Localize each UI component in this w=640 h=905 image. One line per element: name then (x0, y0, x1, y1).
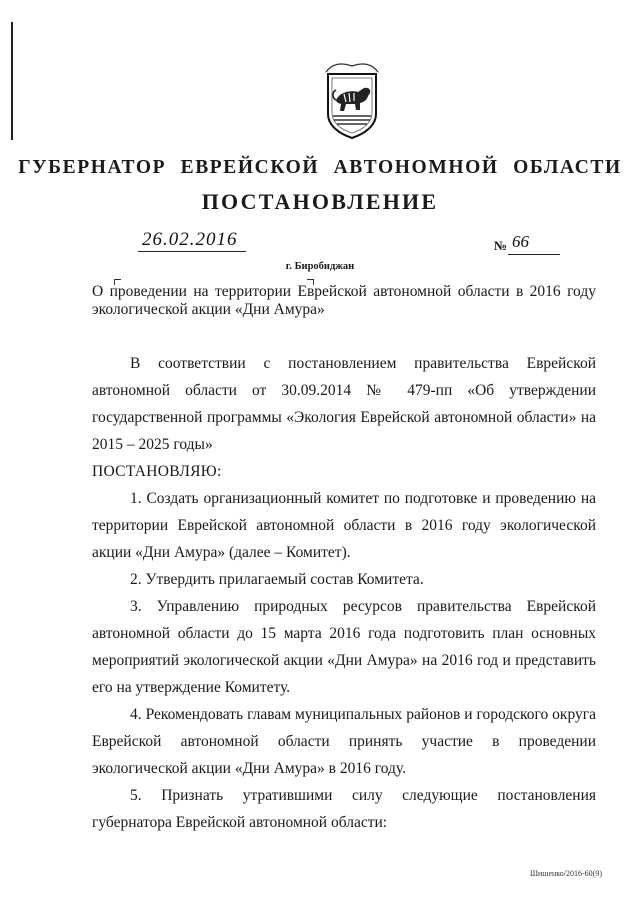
decree-word: ПОСТАНОВЛЯЮ: (92, 463, 222, 480)
city-label: г. Биробиджан (285, 261, 355, 272)
authority-heading: ГУБЕРНАТОР ЕВРЕЙСКОЙ АВТОНОМНОЙ ОБЛАСТИ (18, 157, 622, 178)
handwritten-number: 66 (512, 232, 529, 251)
number-underline (508, 254, 560, 255)
decree-item-4: 4. Рекомендовать главам муниципальных районов и городского округа Еврейской автономной области принять участие в проведении экологической акции «Дни Амура» в 2016 году. (92, 706, 596, 777)
scan-margin-line (11, 22, 13, 140)
coat-of-arms-tiger-icon (320, 58, 384, 140)
decree-body (92, 350, 596, 836)
decree-title: О проведении на территории Еврейской автономной области в 2016 году экологической акции «Дни Амура» (92, 283, 596, 318)
decree-item-5: 5. Признать утратившими силу следующие постановления губернатора Еврейской автономной области: (92, 787, 596, 831)
decree-item-1: 1. Создать организационный комитет по подготовке и проведению на территории Еврейской автономной области в 2016 году экологической акции «Дни Амура» (далее – Комитет). (92, 490, 596, 561)
decree-item-2: 2. Утвердить прилагаемый состав Комитета. (130, 571, 424, 588)
date-underline (138, 251, 246, 252)
preamble-paragraph: В соответствии с постановлением правительства Еврейской автономной области от 30.09.2014 № 479-пп «Об утверждении государственной программы «Экология Еврейской автономной области» на 2015 – 2025 годы» (92, 355, 596, 453)
handwritten-date: 26.02.2016 (142, 229, 238, 250)
document-type-heading: ПОСТАНОВЛЕНИЕ (201, 189, 439, 214)
decree-item-3: 3. Управлению природных ресурсов правительства Еврейской автономной области до 15 марта 2016 года подготовить план основных мероприятий экологической акции «Дни Амура» на 2016 год и представить его на утверждение Комитету. (92, 598, 596, 696)
number-label: № (494, 238, 508, 253)
footer-reference: Шишенко/2016-60(9) (529, 869, 602, 878)
